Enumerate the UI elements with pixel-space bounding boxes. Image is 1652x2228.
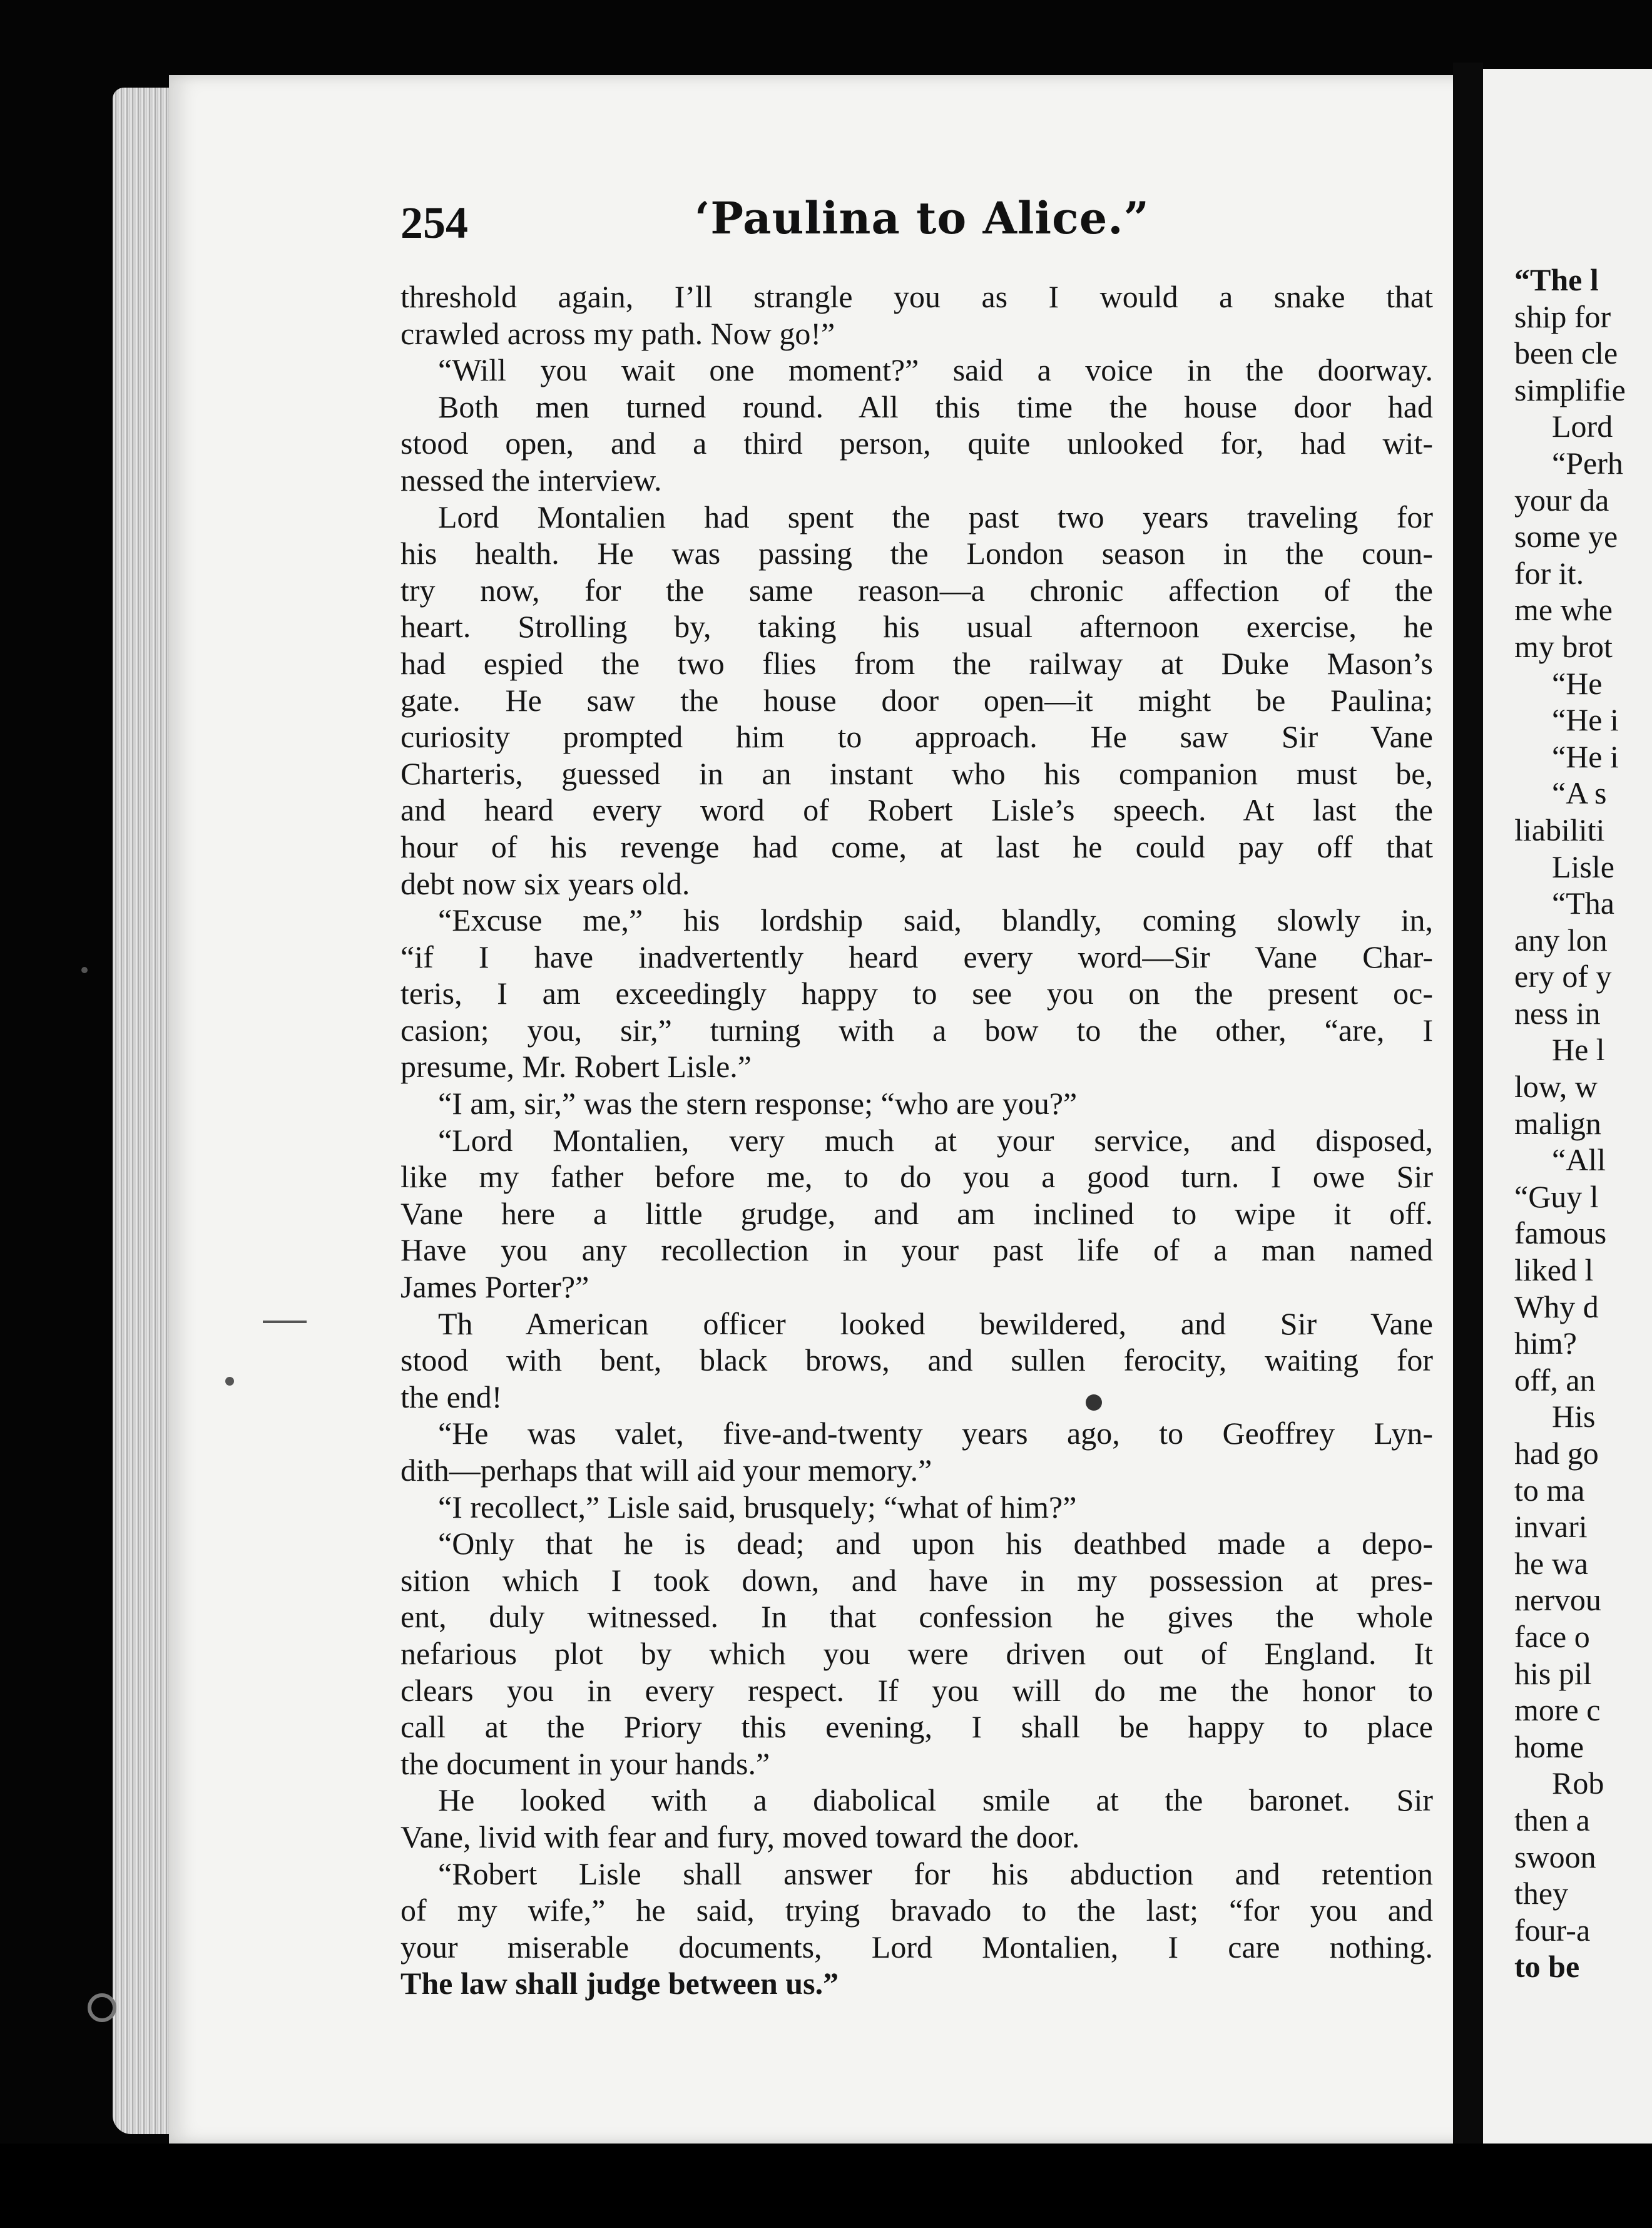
text-line: had go	[1514, 1436, 1599, 1471]
text-line: low, w	[1514, 1069, 1598, 1105]
right-page-text	[1514, 262, 1652, 1985]
text-line: my brot	[1514, 628, 1613, 664]
text-line: to be	[1514, 1949, 1580, 1985]
text-line: sition which I took down, and have in my possession at pres-	[400, 1562, 1433, 1598]
text-line: nervou	[1514, 1582, 1601, 1618]
text-line: to ma	[1514, 1472, 1585, 1508]
text-line: your miserable documents, Lord Montalien, I care nothing.	[400, 1929, 1433, 1965]
text-line: He looked with a diabolical smile at the baronet. Sir	[438, 1782, 1433, 1818]
text-line: home	[1514, 1729, 1584, 1764]
text-line: He l	[1552, 1032, 1605, 1068]
margin-mark	[263, 1321, 307, 1323]
text-line: swoon	[1514, 1839, 1596, 1874]
text-line: face o	[1514, 1618, 1590, 1654]
text-line: “He i	[1552, 702, 1619, 738]
text-line: Have you any recollection in your past life of a man named	[400, 1232, 1433, 1268]
text-line: teris, I am exceedingly happy to see you on the present oc-	[400, 976, 1433, 1011]
text-line: Vane, livid with fear and fury, moved toward the door.	[400, 1819, 1080, 1854]
text-line: of my wife,” he said, trying bravado to the last; “for you and	[400, 1893, 1433, 1928]
text-line: four-a	[1514, 1912, 1591, 1948]
text-line: simplifie	[1514, 372, 1626, 407]
text-line: had espied the two flies from the railway at Duke Mason’s	[400, 645, 1433, 681]
text-line: stood with bent, black brows, and sullen ferocity, waiting for	[400, 1342, 1433, 1378]
text-line: ent, duly witnessed. In that confession he gives the whole	[400, 1599, 1433, 1635]
text-line: presume, Mr. Robert Lisle.”	[400, 1049, 752, 1085]
text-line: he wa	[1514, 1545, 1588, 1581]
text-line: “A s	[1552, 775, 1607, 811]
text-line: “if I have inadvertently heard every word—Sir Vane Char-	[400, 939, 1433, 974]
text-line: Lord Montalien had spent the past two years traveling for	[438, 499, 1433, 534]
text-line: for it.	[1514, 555, 1584, 591]
text-line: debt now six years old.	[400, 866, 690, 901]
text-line: hour of his revenge had come, at last he could pay off that	[400, 829, 1433, 864]
text-line: “I recollect,” Lisle said, brusquely; “what of him?”	[438, 1489, 1077, 1525]
text-line: Why d	[1514, 1289, 1599, 1324]
text-line: any lon	[1514, 922, 1608, 958]
text-line: and heard every word of Robert Lisle’s speech. At last the	[400, 792, 1433, 828]
text-line: him?	[1514, 1326, 1577, 1361]
binding-ring	[88, 1993, 116, 2022]
text-line: “Robert Lisle shall answer for his abduction and retention	[438, 1856, 1433, 1891]
text-line: try now, for the same reason—a chronic affection of the	[400, 572, 1433, 608]
text-line: Both men turned round. All this time the house door had	[438, 389, 1433, 424]
text-line: “Perh	[1552, 445, 1623, 481]
text-line: heart. Strolling by, taking his usual afternoon exercise, he	[400, 609, 1433, 645]
text-line: His	[1552, 1399, 1596, 1434]
text-line: crawled across my path. Now go!”	[400, 315, 835, 351]
text-line: The law shall judge between us.”	[400, 1966, 839, 2001]
page-number: 254	[400, 198, 468, 248]
text-line: liked l	[1514, 1252, 1594, 1288]
text-line: Rob	[1552, 1766, 1604, 1801]
text-line: me whe	[1514, 592, 1613, 628]
text-line: Lord	[1552, 409, 1613, 444]
scan-background	[0, 2144, 1652, 2228]
text-line: some ye	[1514, 519, 1618, 554]
text-line: call at the Priory this evening, I shall be happy to place	[400, 1709, 1433, 1745]
text-line: his health. He was passing the London season in the coun-	[400, 536, 1433, 571]
text-line: been cle	[1514, 335, 1618, 371]
text-line: “Tha	[1552, 886, 1614, 921]
text-line: liabiliti	[1514, 812, 1605, 847]
text-line: casion; you, sir,” turning with a bow to the other, “are, I	[400, 1012, 1433, 1048]
text-line: curiosity prompted him to approach. He saw Sir Vane	[400, 719, 1433, 755]
text-line: his pil	[1514, 1655, 1592, 1691]
text-line: James Porter?”	[400, 1269, 589, 1305]
text-line: invari	[1514, 1509, 1588, 1545]
text-line: Th American officer looked bewildered, and Sir Vane	[438, 1306, 1433, 1341]
text-line: ery of y	[1514, 959, 1612, 994]
text-line: Charteris, guessed in an instant who his companion must be,	[400, 755, 1433, 791]
text-line: “Will you wait one moment?” said a voice in the doorway.	[438, 352, 1433, 388]
text-line: gate. He saw the house door open—it might be Paulina;	[400, 682, 1433, 718]
text-line: “He i	[1552, 738, 1619, 774]
text-line: “I am, sir,” was the stern response; “who are you?”	[438, 1086, 1078, 1122]
text-line: they	[1514, 1876, 1569, 1911]
text-line: “He was valet, five-and-twenty years ago, to Geoffrey Lyn-	[438, 1416, 1433, 1451]
text-line: threshold again, I’ll strangle you as I would a snake that	[400, 279, 1433, 314]
text-line: malign	[1514, 1105, 1601, 1141]
text-line: dith—perhaps that will aid your memory.”	[400, 1453, 932, 1488]
text-line: like my father before me, to do you a good turn. I owe Sir	[400, 1159, 1433, 1195]
margin-mark	[225, 1377, 234, 1386]
text-line: ship for	[1514, 299, 1611, 334]
text-line: “Excuse me,” his lordship said, blandly, coming slowly in,	[438, 902, 1433, 938]
text-line: more c	[1514, 1692, 1601, 1728]
text-line: stood open, and a third person, quite unlooked for, had wit-	[400, 426, 1433, 461]
margin-mark	[81, 967, 88, 973]
text-line: clears you in every respect. If you will do me the honor to	[400, 1672, 1433, 1708]
text-line: famous	[1514, 1215, 1607, 1251]
text-line: “Guy l	[1514, 1178, 1599, 1214]
text-line: “The l	[1514, 262, 1599, 297]
page-header	[400, 192, 1464, 266]
right-page-fragment	[1483, 69, 1652, 2159]
text-line: Vane here a little grudge, and am inclined to wipe it off.	[400, 1195, 1433, 1231]
text-line: your da	[1514, 482, 1609, 518]
body-text	[400, 278, 1433, 2002]
text-line: Lisle	[1552, 849, 1614, 884]
text-line: off, an	[1514, 1362, 1596, 1398]
text-line: nefarious plot by which you were driven out of England. It	[400, 1635, 1433, 1671]
book-gutter	[1453, 63, 1483, 2165]
running-title: ‘Paulina to Alice.”	[695, 192, 1150, 244]
text-line: “He	[1552, 665, 1603, 701]
text-line: then a	[1514, 1802, 1590, 1837]
text-line: nessed the interview.	[400, 462, 662, 498]
text-line: “All	[1552, 1142, 1606, 1178]
text-line: the document in your hands.”	[400, 1745, 770, 1781]
text-line: “Only that he is dead; and upon his deathbed made a depo-	[438, 1526, 1433, 1561]
text-line: ness in	[1514, 995, 1601, 1031]
text-line: the end!	[400, 1379, 502, 1414]
text-line: “Lord Montalien, very much at your service, and disposed,	[438, 1122, 1433, 1158]
